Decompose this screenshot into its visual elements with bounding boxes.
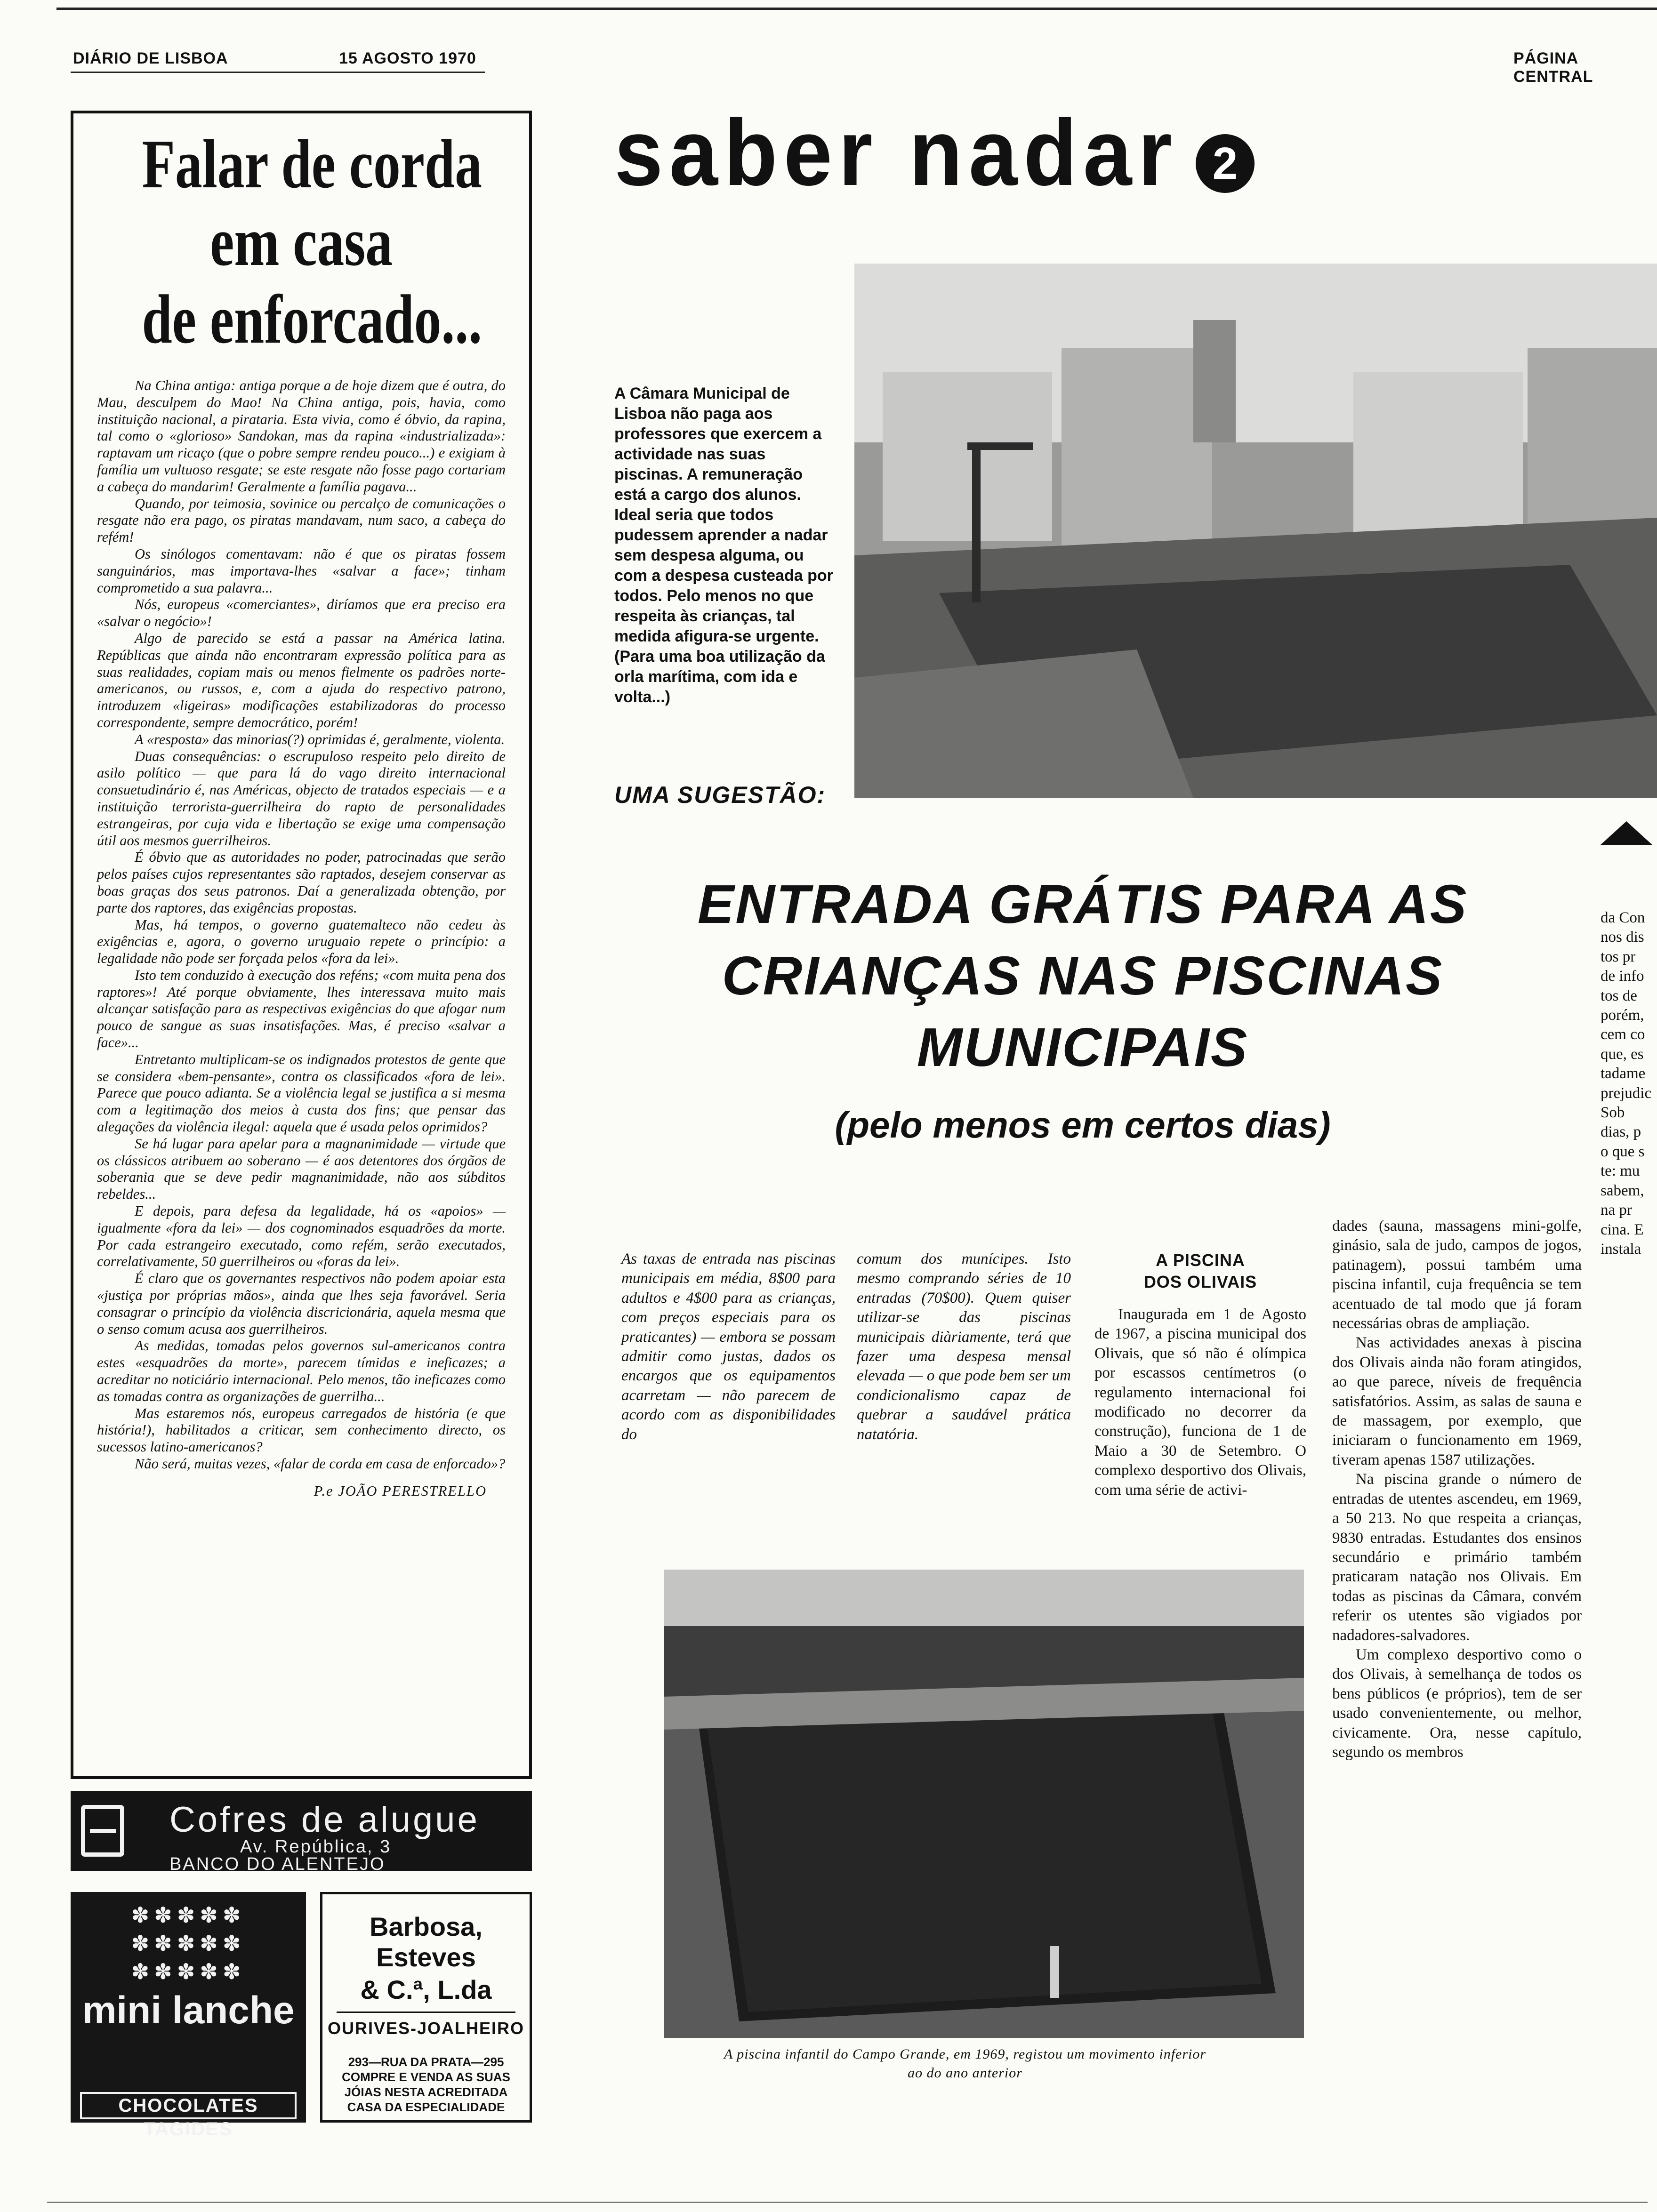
opinion-paragraph: Não será, muitas vezes, «falar de corda em casa de enforcado»? xyxy=(135,1456,506,1472)
cut-column-line: da Con xyxy=(1601,909,1645,926)
opinion-paragraph: Quando, por teimosia, sovinice ou percalço de comunicações o resgate não era pago, os piratas mandavam, num saco, a cabeça do refém! xyxy=(97,495,506,545)
children-pool-illustration xyxy=(664,1570,1304,2038)
bank-logo-icon xyxy=(81,1805,124,1857)
opinion-paragraph: É óbvio que as autoridades no poder, patrocinadas que serão pelos países cujos representantes são raptados, desejem conservar as boas graças dos seus patronos. Daí a generalizada obtenção, por parte dos raptores, das exigências propostas. xyxy=(97,849,506,916)
opinion-article xyxy=(71,111,532,1779)
opinion-paragraph: Algo de parecido se está a passar na América latina. Repúblicas que ainda não encontraram expressão política para as suas realidades, copiam mais ou menos fielmente os padrões norte-americanos, ou russos, e, com a ajuda do respectivo patrono, introduzem «ligeiras» modificações estabilizadoras do processo correspondente, sempre democrático, porém! xyxy=(97,630,506,730)
cut-column-line: cem co xyxy=(1601,1026,1645,1043)
photo-caption xyxy=(621,2045,1309,2083)
article-paragraph: As taxas de entrada nas piscinas municipais em média, 8$00 para adultos e 4$00 para as crianças, com preços especiais para os praticantes) — embora se possam admitir como justas, dados os encargos que os equipamentos acarretam — não parecem de acordo com as disponibilidades do xyxy=(621,1250,836,1443)
section-label: PÁGINA CENTRAL xyxy=(1513,49,1593,86)
sub-headline: (pelo menos em certos dias) xyxy=(835,1104,1331,1146)
ad-mini-lanche-name: mini lanche xyxy=(82,1989,295,2032)
article-column-2 xyxy=(857,1250,1071,1444)
cut-off-column xyxy=(1601,908,1657,1259)
photo-caption-line: ao do ano anterior xyxy=(908,2065,1022,2081)
cut-column-line: porém, xyxy=(1601,1007,1644,1024)
ad-barbosa-name: Barbosa, Esteves xyxy=(370,1912,483,1972)
cut-column-line: instala xyxy=(1601,1240,1641,1258)
ad-cofres-bank: BANCO DO ALENTEJO xyxy=(169,1854,386,1874)
ad-mini-lanche xyxy=(71,1892,306,2140)
opinion-paragraph: Entretanto multiplicam-se os indignados protestos de gente que se considera «bem-pensante», contra os classificados «fora de lei». Parece que pouco adianta. Se a violência legal se justifica a si mesma com a legitimação dos meios à custa dos fins; que pensar das alegações da violência ilegal: aquela que é usada pelos oprimidos? xyxy=(97,1051,506,1135)
header-rule xyxy=(71,72,485,73)
article-paragraph: Um complexo desportivo como o dos Olivais, à semelhança de todos os bens públicos (e próprios), tem de ser usado convenientemente, ou melhor, civicamente. Ora, nesse capítulo, segundo os membros xyxy=(1332,1646,1582,1761)
series-number-badge: 2 xyxy=(1196,134,1255,193)
ad-cofres-title: Cofres de alugue xyxy=(169,1800,480,1840)
main-headline-line: ENTRADA GRÁTIS PARA AS xyxy=(697,874,1468,935)
main-headline-line: MUNICIPAIS xyxy=(917,1017,1249,1078)
opinion-paragraph: É claro que os governantes respectivos não podem apoiar esta «justiça por próprias mãos», ainda que lhes seja favorável. Seria consagrar o princípio da violência discricionária, aquela mesma que o senso comum acusa aos guerrilheiros. xyxy=(97,1270,506,1337)
article-paragraph: Inaugurada em 1 de Agosto de 1967, a piscina municipal dos Olivais, que só não é olímpica por escassos centímetros (o regulamento internacional foi modificado no decorrer da construção), funciona de 1 de Maio a 30 de Setembro. O complexo desportivo dos Olivais, com uma série de activi- xyxy=(1094,1306,1306,1499)
opinion-title-line: em casa xyxy=(210,203,393,281)
article-intro: A Câmara Municipal de Lisboa não paga aos professores que exercem a actividade nas suas piscinas. A remuneração está a cargo dos alunos. Ideal seria que todos pudessem aprender a nadar sem despesa alguma, ou com a despesa custeada por todos. Pelo menos no que respeita às crianças, tal medida afigura-se urgente. (Para uma boa utilização da orla marítima, com ida e volta...) xyxy=(614,385,833,706)
opinion-paragraph: Nós, europeus «comerciantes», diríamos que era preciso era «salvar o negócio»! xyxy=(97,596,506,630)
cut-column-line: tos de xyxy=(1601,987,1637,1004)
section-heading-line: DOS OLIVAIS xyxy=(1143,1272,1257,1291)
bottom-rule xyxy=(47,2202,1648,2203)
ad-barbosa-esteves xyxy=(320,1892,532,2123)
ad-banco-alentejo xyxy=(71,1791,532,1874)
article-paragraph: comum dos munícipes. Isto mesmo comprando séries de 10 entradas (70$00). Quem quiser utilizar-se das piscinas municipais diàriamente, terá que fazer uma despesa mensal elevada — o que pode bem ser um condicionalismo capaz de quebrar a saudável prática natatória. xyxy=(857,1250,1071,1443)
cut-column-line: o que s xyxy=(1601,1143,1645,1160)
suggestion-label: UMA SUGESTÃO: xyxy=(614,782,826,808)
series-kicker: saber nadar xyxy=(614,100,1178,205)
cut-column-line: dias, p xyxy=(1601,1123,1641,1141)
photo-campo-grande-pool xyxy=(664,1570,1304,2038)
article-paragraph: Nas actividades anexas à piscina dos Olivais ainda não foram atingidos, ao que parece, níveis de frequência satisfatórios. Assim, as salas de sauna e de massagem, por exemplo, que iniciaram o funcionamento em 1969, tiveram apenas 1587 utilizações. xyxy=(1332,1334,1582,1468)
cut-column-line: prejudic xyxy=(1601,1084,1652,1102)
opinion-title-line: Falar de corda xyxy=(142,126,482,203)
ad-barbosa-company: & C.ª, L.da xyxy=(360,1975,492,2004)
opinion-paragraph: Na China antiga: antiga porque a de hoje dizem que é outra, do Mau, desculpem do Mao! Na China antiga, pois, havia, como instituição nacional, a pirataria. Esta vivia, como é óbvio, da rapina, tal como o «glorioso» Sandokan, mas da rapina «industrializada»: raptavam um ricaço (que o pobre sempre rendeu pouco...) e exigiam à família um vultuoso resgate; se este resgate não fosse pago cortariam a cabeça do mandarim! Geralmente a família pagava... xyxy=(97,377,506,495)
cut-column-line: de info xyxy=(1601,968,1644,985)
opinion-byline: P.e JOÃO PERESTRELLO xyxy=(314,1483,487,1499)
arrow-up-icon xyxy=(1601,821,1652,845)
cut-column-line: que, es xyxy=(1601,1045,1644,1063)
article-column-4 xyxy=(1332,1217,1582,1762)
section-heading xyxy=(1094,1250,1306,1293)
ad-barbosa-slogan: COMPRE E VENDA AS SUAS xyxy=(342,2070,510,2084)
cut-column-line: na pr xyxy=(1601,1202,1632,1219)
opinion-title xyxy=(142,126,483,359)
article-paragraph: dades (sauna, massagens mini-golfe, ginásio, sala de judo, campos de jogos, patinagem), possui também uma piscina infantil, cuja frequência se tem acentuado de tal modo que já foram necessárias obras de ampliação. xyxy=(1332,1218,1582,1332)
cut-column-line: nos dis xyxy=(1601,929,1644,946)
opinion-title-line: de enforcado... xyxy=(142,281,483,358)
main-headline-line: CRIANÇAS NAS PISCINAS xyxy=(722,945,1444,1006)
opinion-body xyxy=(97,377,506,1500)
section-heading-line: A PISCINA xyxy=(1156,1250,1245,1270)
ad-barbosa-details xyxy=(322,2054,530,2115)
ad-barbosa-slogan: JÓIAS NESTA ACREDITADA xyxy=(344,2085,508,2099)
main-headline xyxy=(697,868,1469,1083)
article-paragraph: Na piscina grande o número de entradas de utentes ascendeu, em 1969, a 50 213. No que respeita a crianças, 9830 entradas. Estudantes dos ensinos secundário e primário também praticaram natação nos Olivais. Em todas as piscinas da Câmara, convém referir os utentes são vigiados por nadadores-salvadores. xyxy=(1332,1471,1582,1644)
opinion-paragraph: Mas estaremos nós, europeus carregados de história (e que história!), habilitados a criticar, sem conhecimento directo, os sucessos latino-americanos? xyxy=(97,1405,506,1455)
cut-column-line: sabem, xyxy=(1601,1182,1644,1199)
photo-olivais-pool xyxy=(854,264,1657,798)
cut-column-line: cina. E xyxy=(1601,1221,1644,1238)
opinion-paragraph: Os sinólogos comentavam: não é que os piratas fossem sanguinários, mas importava-lhes «salvar a face»; tinham comprometido a sua palavra... xyxy=(97,545,506,596)
cut-column-line: tadame xyxy=(1601,1065,1646,1082)
cut-column-line: te: mu xyxy=(1601,1162,1640,1180)
ad-mini-lanche-brand: CHOCOLATES TAGIDES xyxy=(80,2092,297,2119)
cut-column-line: Sob xyxy=(1601,1104,1625,1122)
ad-barbosa-trade: OURIVES-JOALHEIRO xyxy=(327,2019,525,2038)
ad-barbosa-address: 293—RUA DA PRATA—295 xyxy=(348,2055,504,2069)
opinion-paragraph: E depois, para defesa da legalidade, há os «apoios» — igualmente «fora da lei» — dos cognominados esquadrões da morte. Por cada estrangeiro executado, como refém, serão executados, correlativamente, 50 guerrilheiros ou «foras da lei». xyxy=(97,1203,506,1270)
top-rule xyxy=(56,8,1657,10)
ad-barbosa-slogan: CASA DA ESPECIALIDADE xyxy=(347,2100,505,2114)
ad-cofres-address: Av. República, 3 xyxy=(240,1837,392,1857)
newspaper-name: DIÁRIO DE LISBOA xyxy=(73,49,228,67)
issue-date: 15 AGOSTO 1970 xyxy=(339,49,476,67)
article-column-1 xyxy=(621,1250,836,1444)
opinion-paragraph: A «resposta» das minorias(?) oprimidas é, geralmente, violenta. xyxy=(135,731,505,747)
ad-barbosa-rule xyxy=(337,2012,515,2013)
cut-column-line: tos pr xyxy=(1601,948,1636,965)
opinion-paragraph: Isto tem conduzido à execução dos reféns; «com muita pena dos raptores»! Até porque obviamente, lhes interessava muito mais alcançar satisfação para as respectivas exigências do que afogar num pouco de sangue as suas insatisfações. Mas, é preciso «salvar a face»... xyxy=(97,967,506,1051)
pool-photo-illustration xyxy=(854,264,1657,798)
opinion-paragraph: Mas, há tempos, o governo guatemalteco não cedeu às exigências e, agora, o governo uruguaio repete o princípio: a legalidade não pode ser forçada pelos «fora da lei». xyxy=(97,916,506,967)
opinion-paragraph: Se há lugar para apelar para a magnanimidade — virtude que os clássicos atribuem ao soberano — é aos detentores dos órgãos de soberania que se deve pedir magnanimidade, não aos súbditos rebeldes... xyxy=(97,1135,506,1202)
dancing-figures-icon: ✽✽✽✽✽ ✽✽✽✽✽ ✽✽✽✽✽ xyxy=(131,1903,246,1984)
opinion-paragraph: As medidas, tomadas pelos governos sul-americanos contra estes «esquadrões da morte», parecem tímidas e ineficazes; a acreditar no noticiário internacional. Pelo menos, tão ineficazes como as tomadas contra as organizações de guerrilha... xyxy=(97,1338,506,1404)
photo-caption-line: A piscina infantil do Campo Grande, em 1969, registou um movimento inferior xyxy=(724,2046,1207,2062)
opinion-paragraph: Duas consequências: o escrupuloso respeito pelo direito de asilo político — que para lá do vago direito internacional consuetudinário é, nas Américas, objecto de tratados especiais — e a instituição terrorista-guerrilheira do rapto de personalidades estrangeiras, por cuja vida e libertação se exige uma compensação útil aos mesmos guerrilheiros. xyxy=(97,748,506,849)
bank-logo-bar xyxy=(90,1829,116,1833)
article-column-3 xyxy=(1094,1250,1306,1500)
